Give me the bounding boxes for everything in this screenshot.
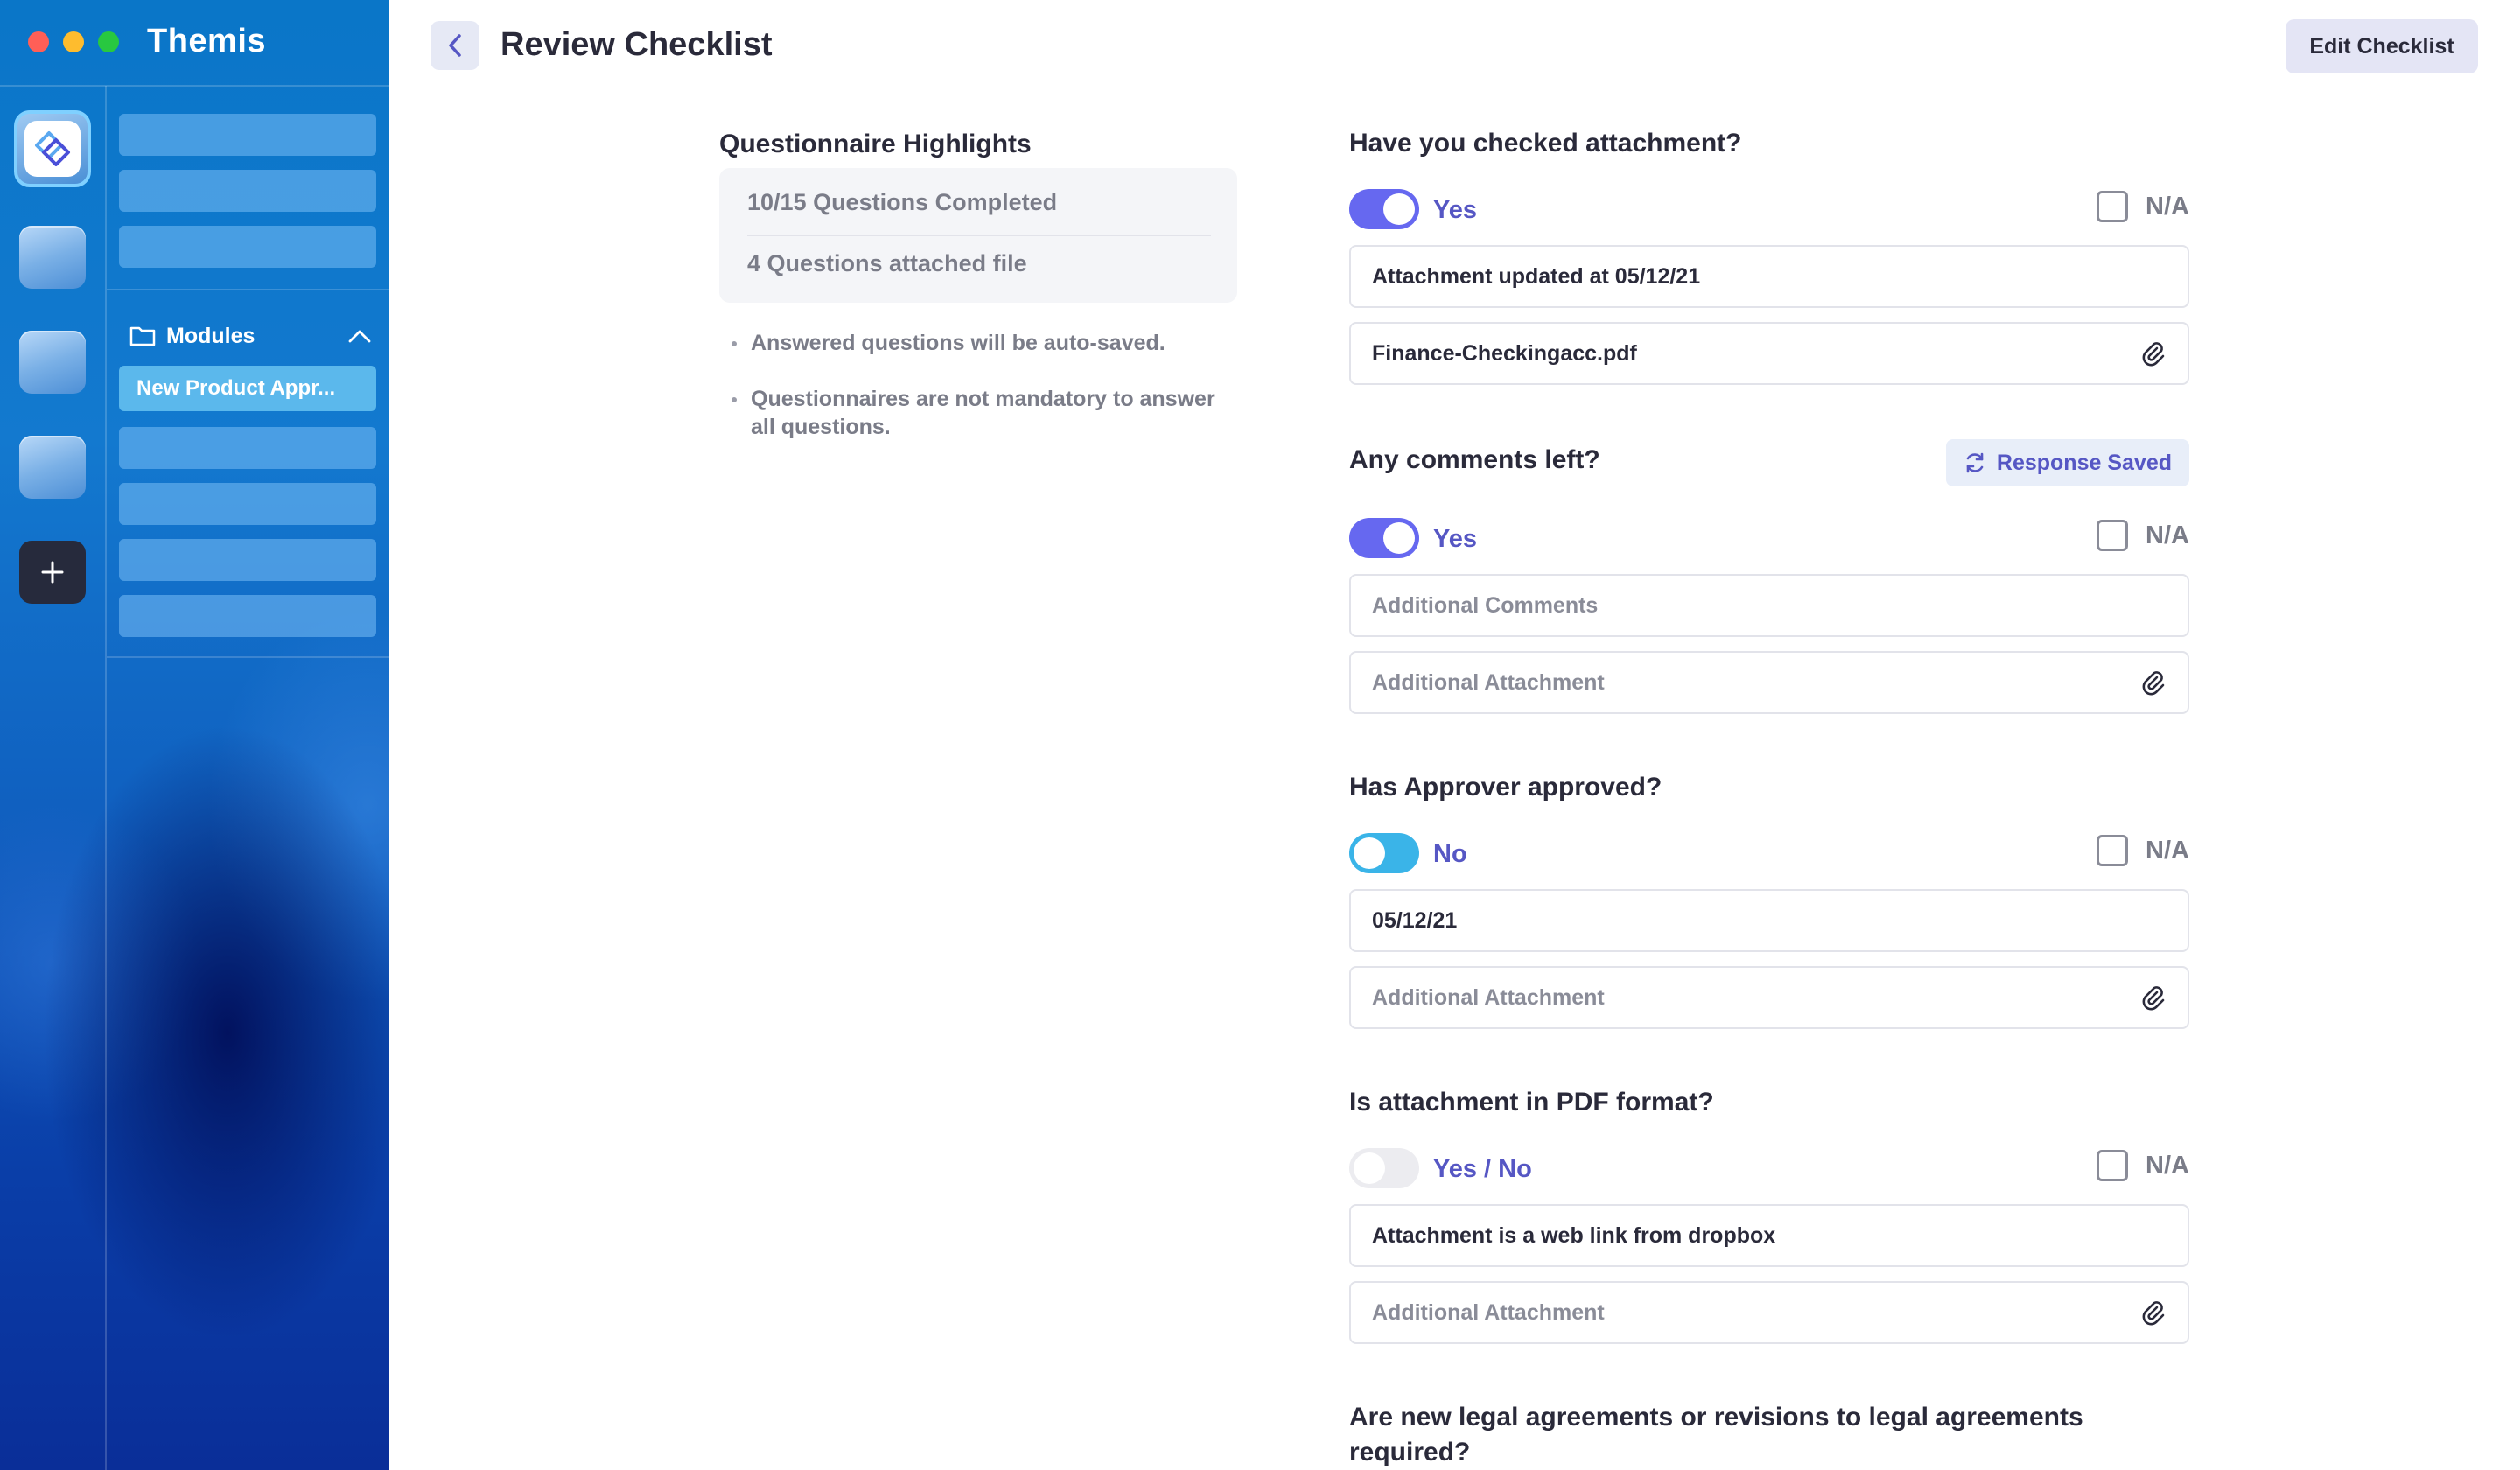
na-checkbox[interactable] bbox=[2096, 835, 2189, 866]
answer-field[interactable]: Attachment updated at 05/12/21 bbox=[1349, 245, 2189, 308]
sidebar bbox=[0, 0, 388, 1470]
window-minimize-button[interactable] bbox=[63, 32, 84, 52]
comments-field[interactable]: Additional Comments bbox=[1349, 574, 2189, 637]
module-item-2[interactable] bbox=[119, 427, 376, 469]
app-title: Themis bbox=[147, 23, 267, 60]
highlight-divider bbox=[747, 234, 1211, 236]
attachment-field[interactable]: Additional Attachment bbox=[1349, 966, 2189, 1029]
sidebar-nav-item-2[interactable] bbox=[119, 170, 376, 212]
answer-toggle[interactable] bbox=[1349, 833, 1419, 873]
question-title: Are new legal agreements or revisions to legal agreements required? bbox=[1349, 1403, 2083, 1466]
na-checkbox[interactable] bbox=[2096, 1150, 2189, 1181]
highlights-box bbox=[719, 168, 1237, 303]
back-button[interactable] bbox=[430, 21, 480, 70]
highlights-title: Questionnaire Highlights bbox=[719, 130, 1032, 158]
folder-icon bbox=[130, 325, 156, 347]
modules-section-header[interactable] bbox=[130, 320, 371, 352]
toggle-label: No bbox=[1433, 840, 1467, 868]
note-auto-saved: Answered questions will be auto-saved. bbox=[732, 329, 1222, 357]
toggle-label: Yes / No bbox=[1433, 1155, 1532, 1183]
rail-app-2[interactable] bbox=[19, 226, 86, 289]
na-label: N/A bbox=[2146, 521, 2189, 550]
rail-divider bbox=[105, 86, 107, 1470]
question-title: Any comments left? bbox=[1349, 445, 1600, 474]
highlight-questions-attached: 4 Questions attached file bbox=[747, 250, 1027, 276]
date-field[interactable]: 05/12/21 bbox=[1349, 889, 2189, 952]
window-zoom-button[interactable] bbox=[98, 32, 119, 52]
answer-toggle[interactable] bbox=[1349, 1148, 1419, 1188]
paperclip-icon[interactable] bbox=[2140, 340, 2166, 367]
na-label: N/A bbox=[2146, 192, 2189, 220]
diamond-logo-icon bbox=[24, 121, 80, 177]
na-label: N/A bbox=[2146, 836, 2189, 864]
attachment-field[interactable]: Additional Attachment bbox=[1349, 651, 2189, 714]
chevron-left-icon bbox=[445, 32, 465, 59]
question-title: Has Approver approved? bbox=[1349, 773, 1662, 802]
sync-icon bbox=[1964, 452, 1986, 474]
answer-toggle[interactable] bbox=[1349, 189, 1419, 229]
paperclip-icon[interactable] bbox=[2140, 984, 2166, 1011]
rail-app-3[interactable] bbox=[19, 331, 86, 394]
rail-app-themis[interactable] bbox=[14, 110, 91, 187]
response-saved-badge: Response Saved bbox=[1946, 439, 2189, 486]
module-item-3[interactable] bbox=[119, 483, 376, 525]
sidebar-nav-item-3[interactable] bbox=[119, 226, 376, 268]
rail-add-button[interactable] bbox=[19, 541, 86, 604]
question-title: Is attachment in PDF format? bbox=[1349, 1088, 1714, 1116]
question-title: Have you checked attachment? bbox=[1349, 129, 1742, 158]
module-item-5[interactable] bbox=[119, 595, 376, 637]
attachment-field[interactable]: Additional Attachment bbox=[1349, 1281, 2189, 1344]
paperclip-icon[interactable] bbox=[2140, 669, 2166, 696]
toggle-label: Yes bbox=[1433, 196, 1477, 224]
module-item-active[interactable]: New Product Appr... bbox=[119, 366, 376, 411]
note-not-mandatory: Questionnaires are not mandatory to answer all questions. bbox=[732, 385, 1222, 441]
window-close-button[interactable] bbox=[28, 32, 49, 52]
highlight-questions-completed: 10/15 Questions Completed bbox=[747, 189, 1058, 215]
modules-label: Modules bbox=[166, 323, 256, 348]
sidebar-divider bbox=[107, 289, 388, 290]
sidebar-top-divider bbox=[0, 85, 388, 87]
na-checkbox[interactable] bbox=[2096, 191, 2189, 222]
sidebar-nav-item-1[interactable] bbox=[119, 114, 376, 156]
answer-field[interactable]: Attachment is a web link from dropbox bbox=[1349, 1204, 2189, 1267]
toggle-label: Yes bbox=[1433, 525, 1477, 553]
edit-checklist-button[interactable]: Edit Checklist bbox=[2286, 19, 2478, 74]
sidebar-divider-bottom bbox=[107, 656, 388, 658]
na-checkbox[interactable] bbox=[2096, 520, 2189, 551]
page-title: Review Checklist bbox=[500, 26, 773, 63]
answer-toggle[interactable] bbox=[1349, 518, 1419, 558]
plus-icon bbox=[39, 559, 66, 585]
na-label: N/A bbox=[2146, 1151, 2189, 1180]
rail-app-4[interactable] bbox=[19, 436, 86, 499]
module-item-4[interactable] bbox=[119, 539, 376, 581]
chevron-up-icon[interactable] bbox=[348, 329, 371, 343]
attachment-field[interactable]: Finance-Checkingacc.pdf bbox=[1349, 322, 2189, 385]
paperclip-icon[interactable] bbox=[2140, 1299, 2166, 1326]
